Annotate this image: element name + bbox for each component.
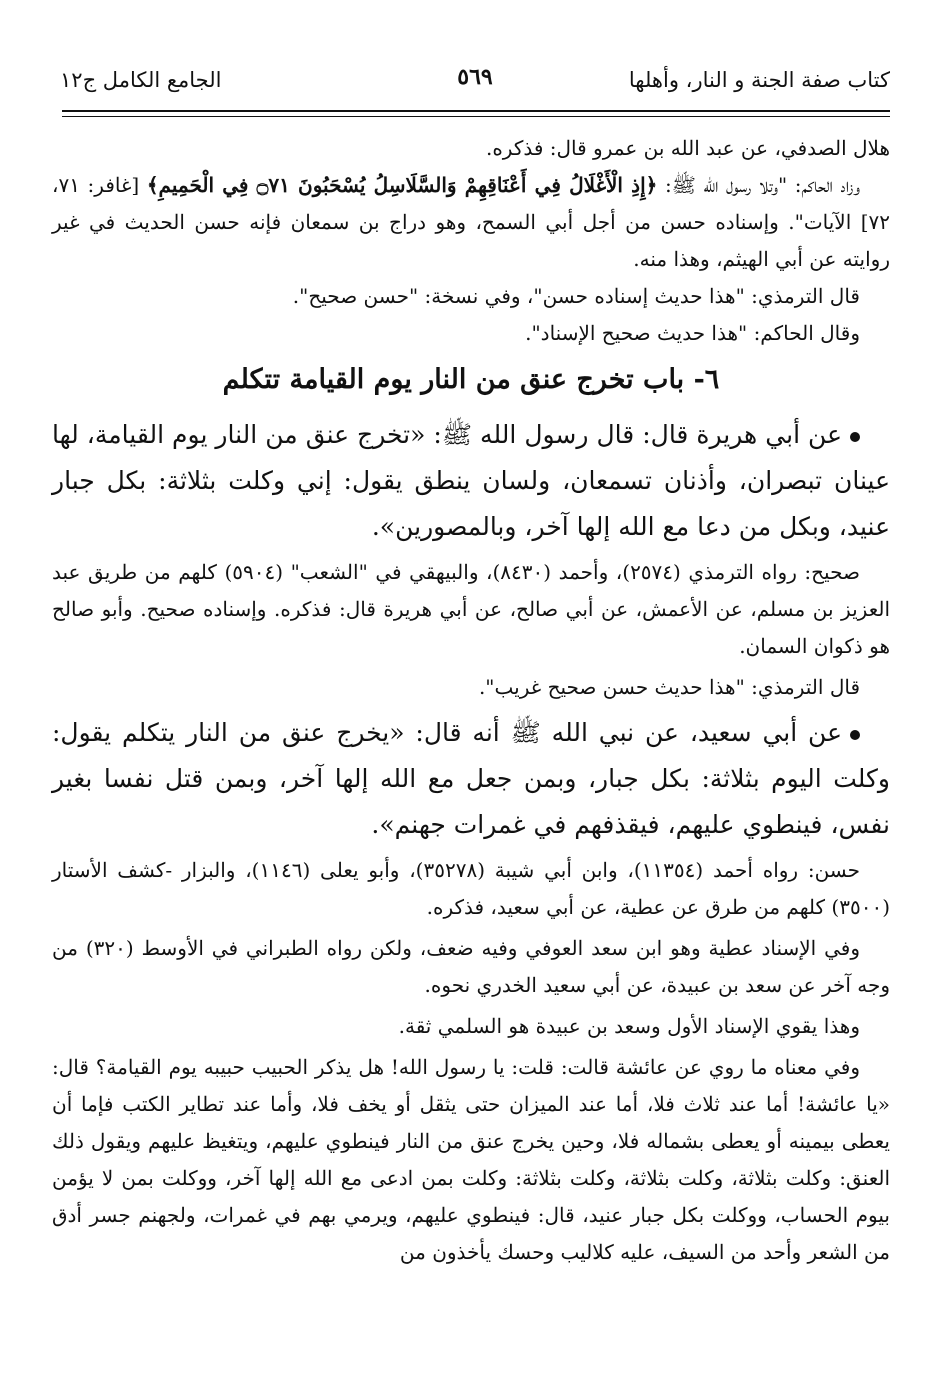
header-rule-thick [62,110,890,112]
page-body [52,130,890,1271]
tirmidhi-grade-abu-hurayra: قال الترمذي: "هذا حديث حسن صحيح غريب". [478,675,860,699]
hadith-text: عن أبي هريرة قال: قال رسول الله ﷺ: «تخرج عنق من النار يوم القيامة، لها عينان تبصران، وأذنان تسمعان، ولسان ينطق يقول: إني وكلت بثلاثة: بكل جبار عنيد، وبكل من دعا مع الله إلها آخر، وبالمصورين». [52,420,890,541]
page-header [60,62,890,102]
note-isnad-support: وهذا يقوي الإسناد الأول وسعد بن عبيدة هو السلمي ثقة. [398,1014,860,1038]
takhrij-abu-said: حسن: رواه أحمد (١١٣٥٤)، وابن أبي شيبة (٣٥٢٧٨)، وأبو يعلى (١١٤٦)، والبزار -كشف الأستار (٣٥٠٠) كلهم من طرق عن عطية، عن أبي سعيد، فذكره. [52,858,890,919]
page-number: ٥٦٩ [457,64,493,90]
paragraph-hakim-grade: وقال الحاكم: "هذا حديث صحيح الإسناد". [525,321,860,345]
quran-verse: ﴿إِذِ الْأَغْلَالُ فِي أَعْنَاقِهِمْ وَالسَّلَاسِلُ يُسْحَبُونَ ۝٧١ فِي الْحَمِيمِ﴾ [146,173,658,197]
aisha-narration: وفي معناه ما روي عن عائشة قالت: قلت: يا رسول الله! هل يذكر الحبيب حبيبه يوم القيامة؟ قال: «يا عائشة! أما عند ثلاث فلا، أما عند الميزان حتى يثقل أو يخف فلا، وأما عند تطاير الكتب فإما أن يعطى بيمينه أو يعطى بشماله فلا، وحين يخرج عنق من النار فينطوي عليهم، ويتغيظ عليهم ويقول ذلك العنق: وكلت بثلاثة، وكلت بثلاثة، وكلت بثلاثة: وكلت بمن ادعى مع الله إلها آخر، ووكلت بمن لا يؤمن بيوم الحساب، ووكلت بكل جبار عنيد، قال: فينطوي عليهم، ويرمي بهم في غمرات، ولجهنم جسر أدق من الشعر وأحد من السيف، عليه كلاليب وحسك يأخذون من [52,1055,890,1264]
paragraph-continuation: هلال الصدفي، عن عبد الله بن عمرو قال: فذكره. [485,136,890,160]
note-isnad-weakness: وفي الإسناد عطية وهو ابن سعد العوفي وفيه ضعف، ولكن رواه الطبراني في الأوسط (٣٢٠) من وجه آخر عن سعد بن عبيدة، عن أبي سعيد الخدري نحوه. [52,936,890,997]
hadith-text: عن أبي سعيد، عن نبي الله ﷺ أنه قال: «يخرج عنق من النار يتكلم يقول: وكلت اليوم بثلاثة: بكل جبار، وبمن جعل مع الله إلها آخر، وبمن قتل نفسا بغير نفس، فينطوي عليهم، فيقذفهم في غمرات جهنم». [52,718,890,839]
hadith-abu-hurayra [52,412,890,550]
takhrij-abu-hurayra: صحيح: رواه الترمذي (٢٥٧٤)، وأحمد (٨٤٣٠)، والبيهقي في "الشعب" (٥٩٠٤) كلهم من طريق عبد العزيز بن مسلم، عن الأعمش، عن أبي صالح، عن أبي هريرة قال: فذكره. وإسناده صحيح. وأبو صالح هو ذكوان السمان. [52,560,890,658]
hadith-abu-said [52,710,890,848]
book-title: كتاب صفة الجنة و النار، وأهلها [628,68,890,92]
hakim-rest: [غافر: ٧١، ٧٢] الآيات". وإسناده حسن من أجل أبي السمح، وهو دراج بن سمعان فإنه حسن الحديث في غير روايته عن أبي الهيثم، وهذا منه. [52,173,890,271]
bullet-icon [850,432,860,442]
section-heading: ٦- باب تخرج عنق من النار يوم القيامة تتكلم [222,364,720,395]
paragraph-tirmidhi-grade: قال الترمذي: "هذا حديث إسناده حسن"، وفي نسخة: "حسن صحيح". [292,284,860,308]
hakim-intro: وزاد الحاكم: "وتلا رسول الله ﷺ: [657,173,861,197]
series-title: الجامع الكامل ج١٢ [60,68,222,92]
bullet-icon [850,730,860,740]
paragraph-hakim-addition [52,167,890,278]
header-rule-thin [62,116,890,117]
